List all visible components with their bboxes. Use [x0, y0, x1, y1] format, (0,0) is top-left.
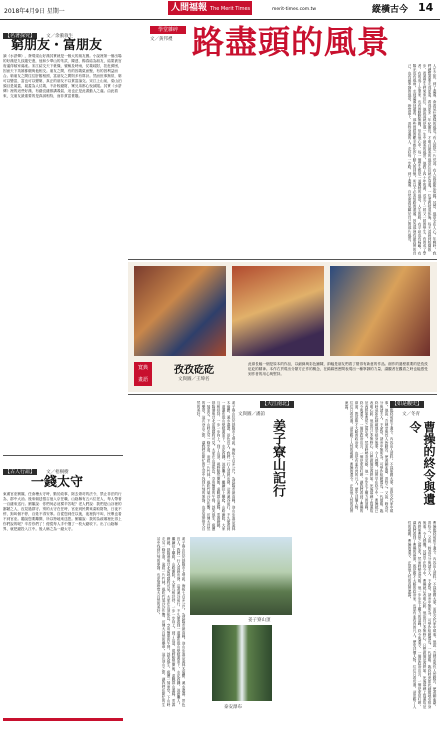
opinion-byline: 文／冬青 [402, 412, 420, 417]
logo-text: 人間福報 [171, 3, 208, 13]
travel-article [128, 397, 294, 715]
painting-center [232, 266, 324, 356]
article-friends [3, 22, 123, 452]
travel-body-lower: 姜子寮山位於基隆市七堵區，海拔七百多公尺，為基隆市最高峰。登山步道沿途林木蓊鬱，溪水潺潺，景色宜人。我們一行人清晨出發，沿著溪谷前行，不久便看到一道瀑布從山壁傾瀉而下，水花四濺，涼意襲人。繼續往上攀爬，山路漸陡，大家互相扶持，一步一步向上。到了山頂，視野豁然開朗，遠眺群山連綿，雲霧繚繞，基隆港與台北盆地隱約可見。大家在山頂休息，享用簡單的午餐，談笑風生，疲憊一掃而空。下山時走另一條步道，途經一片竹林，風吹竹葉沙沙作響，彷彿大自然的樂章。這次登山之旅，讓我們在繁忙的生活中找到片刻的寧靜，也更加珍惜大自然的美好。 [157, 537, 186, 707]
travel-body: 姜子寮山位於基隆市七堵區，海拔七百多公尺，為基隆市最高峰。登山步道沿途林木蓊鬱，溪水潺潺，景色宜人。我們一行人清晨出發，沿著溪谷前行，不久便看到一道瀑布從山壁傾瀉而下，水花四濺，涼意襲人。繼續往上攀爬，山路漸陡，大家互相扶持，一步一步向上。到了山頂，視野豁然開朗，遠眺群山連綿，雲霧繚繞，基隆港與台北盆地隱約可見。大家在山頂休息，享用簡單的午餐，談笑風生，疲憊一掃而空。下山時走另一條步道，途經一片竹林，風吹竹葉沙沙作響，彷彿大自然的樂章。這次登山之旅，讓我們在繁忙的生活中找到片刻的寧靜，也更加珍惜大自然的美好。 [197, 401, 236, 531]
bottom-red-bar [3, 718, 123, 721]
column-tag: 【古人行誼】 [5, 469, 36, 475]
feature-article [128, 22, 437, 257]
travel-title: 姜子寮山記行 [270, 419, 285, 497]
opinion-title: 曹操的終令與遺令 [408, 421, 436, 505]
article-body: 讀《水滸傳》，發現梁山好漢其實就是一個大的朋友圈。小說裡第一個出場的好漢是九紋龍史進，他和少華山的朱武、陳達、楊春結為朋友，結果被官府逼得傾家蕩產。宋江結交天下豪傑，號稱及時雨，仗義疏財，扶危濟困，因而天下英雄都願與他相交。朋友之間，有的因義氣而聚，有的因利益而合。窮朋友之間往往肝膽相照，富朋友之間則多有算計。然而世事無常，窮可以變富，富也可以變窮，真正的朋友不以貧富論交。宋江上山前，梁山泊頭目是晁蓋，晁蓋為人仗義，不計較錢財，眾兄弟都心悅誠服。其實《水滸傳》裡的這些好漢，有錢沒錢都講義氣，這也正是此書動人之處。由此看來，交朋友最重要的是真誠相待，而非貧富貴賤。 [3, 54, 122, 98]
page-header [0, 0, 440, 20]
article-one-coin-header [3, 458, 123, 475]
waterfall-photo [212, 625, 272, 701]
opinion-body: 曹操臨終前留下遺令，內容出人意料，不談軍國大事，而是交代家中瑣事。他說：吾婢妾與伎人皆勤苦，使著銅雀臺，善待之。又說：餘香可分與諸夫人，不命祭。諸舍中無所為，可學作組履賣也。一代梟雄，臨終時竟如此細緻地安排身後事，令人感慨。其實早在終令中，曹操就已表明心跡，他說自己本無野心，只想做個征西將軍，死後墓碑上寫漢故征西將軍曹侯之墓足矣。然而時勢造英雄，他一步步走上權力的頂峰。終令與遺令，一個是政治宣言，一個是家常叮嚀，讓我們看到了曹操的兩面，既是雄才大略的政治家，也是有血有肉的凡人。歷史評價人物，往往只看功過，卻忽略了人性的複雜。曹操的遺令，正是他人性的真實流露。 [345, 401, 394, 513]
art-description: 此兩長幅一個是原本的作品，以細線與彩色鋪陳，兩幅是朋友們看了覺得有新意的作品。創作的過程重要的是孜孜矻矻的精神。本作右頁現出分類方正作的概念，在綿綿密密間表現出一種寧靜的力量，讓觀者在觀看之時也能感受到作者的用心與堅持。 [248, 362, 428, 376]
opinion-tag: 【如是觀史】 [392, 401, 423, 407]
page-number: 14 [418, 1, 434, 14]
feature-tag: 學堂雜碎 [150, 26, 186, 34]
opinion-article [298, 397, 437, 715]
article-title: 一錢太守 [31, 475, 84, 490]
divider [3, 455, 123, 456]
art-title: 孜孜矻矻 [174, 365, 214, 376]
feature-body: 人生之旅，到了盡頭，會看見什麼樣的風景？有人說是一片荒涼，有人說是繁花似錦。其實，風景全在人心。年輕時，我們總想著要走得更遠，看得更多；年紀漸長，才明白最美的風景往往就在身邊。一位老教授退休後，每天清晨到校園散步，看著學生們來來往往，他說這就是他一生中最美的風景。他教了四十年的書，送走了一屆又一屆的學生，有的成了學者，有的成了企業家，也有的默默無聞。但在他心中，每一個學生都是一道獨特的風景。人生的路，有平坦也有崎嶇，有陽光也有風雨。走到盡頭回頭看，那些曾經的艱辛都化作了動人的回憶。所以不必害怕路的盡頭，因為那裡有最真實的自己，也有最寧靜的風景。珍惜當下，善待身邊的人，走好每一步路，到了盡頭，自然會看見屬於自己的那片風景。 [408, 64, 437, 255]
painting-right [330, 266, 430, 356]
newspaper-logo [168, 1, 252, 15]
art-column-tag: 寬典畫語 [134, 362, 152, 386]
photo-caption-summit: 姜子寮山頂 [248, 618, 271, 623]
painting-left [134, 266, 226, 356]
section-name: 縱橫古今 [372, 5, 409, 15]
travel-byline: 文與圖／潘誼 [238, 412, 265, 417]
issue-date: 2018年4月9日 星期一 [4, 8, 65, 15]
mountain-summit-photo [190, 537, 292, 615]
divider [128, 394, 437, 395]
photo-caption-waterfall: 泰安瀑布 [224, 705, 242, 710]
art-section [128, 262, 437, 392]
column-tag: 【名著探究】 [5, 33, 36, 39]
divider [128, 259, 437, 260]
art-byline: 文與圖／王瑋名 [178, 377, 210, 382]
feature-title: 路盡頭的風景 [192, 23, 391, 61]
article-title: 窮朋友・富朋友 [11, 38, 103, 53]
feature-byline: 文／黃邦禮 [150, 37, 173, 42]
article-body: 東漢官吏劉寵，任會稽太守時，勤於政事，除去煩苛的法令，禁止非法的行為，郡中大治。後來朝廷徵召他入京任職，山陰縣有五六位老人，每人帶著一百錢來送行。劉寵說：你們何必這樣辛苦呢？老人們說：我們是山谷裡的鄙陋之人，沒見過郡守。別的太守在任時，官吏到民間來索取財物，日夜不停，狗叫個不停，百姓不得安寧。自從您到任以後，夜裡狗不叫，民眾也看不到官吏。聽說您要離開，所以特地來送您。劉寵說：我的為政哪裡比得上你們說的呢？辛苦你們了！便從每人手中選了一枚大錢收下。出了山陰縣界，就把錢投入江中。後人稱之為一錢太守。 [3, 492, 122, 531]
logo-english: The Merit Times [210, 6, 251, 12]
byline: 文／余衝敘生 [46, 34, 74, 39]
opinion-body-lower: 曹操臨終前留下遺令，內容出人意料，不談軍國大事，而是交代家中瑣事。他說：吾婢妾與伎人皆勤苦，使著銅雀臺，善待之。又說：餘香可分與諸夫人，不命祭。諸舍中無所為，可學作組履賣也。一代梟雄，臨終時竟如此細緻地安排身後事，令人感慨。其實早在終令中，曹操就已表明心跡，他說自己本無野心，只想做個征西將軍，死後墓碑上寫漢故征西將軍曹侯之墓足矣。然而時勢造英雄，他一步步走上權力的頂峰。終令與遺令，一個是政治宣言，一個是家常叮嚀，讓我們看到了曹操的兩面，既是雄才大略的政治家，也是有血有肉的凡人。歷史評價人物，往往只看功過，卻忽略了人性的複雜。曹操的遺令，正是他人性的真實流露。 [408, 521, 437, 709]
byline: 文／梧桐樹 [46, 470, 69, 475]
article-friends-header [3, 22, 123, 39]
travel-tag: 【大江南北】 [262, 401, 293, 407]
article-one-coin [3, 458, 123, 708]
website-url: merit-times.com.tw [272, 7, 317, 12]
